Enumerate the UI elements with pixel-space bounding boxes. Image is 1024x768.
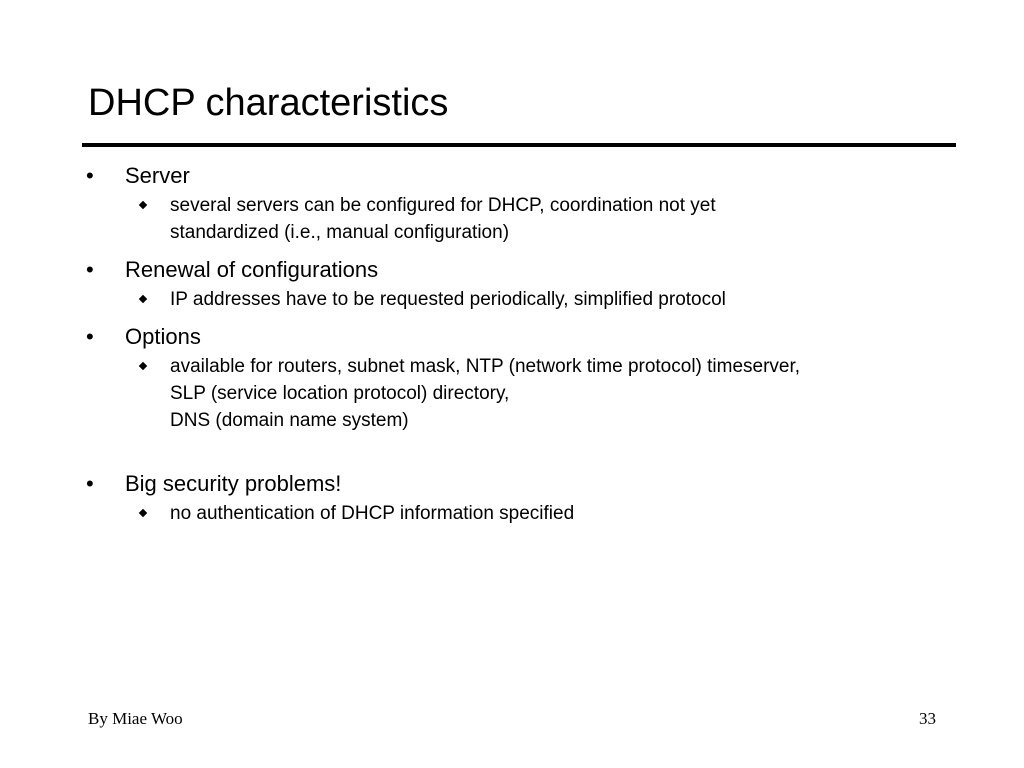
sub-bullet-line: no authentication of DHCP information specified: [170, 503, 575, 524]
bullet-dot-icon: •: [86, 257, 94, 282]
bullet-text: Options: [125, 324, 201, 349]
bullet-item: [0, 468, 1024, 500]
bullet-item: [0, 254, 1024, 286]
bullet-item: [0, 321, 1024, 353]
title-underline: [82, 143, 956, 147]
page-number: 33: [919, 709, 936, 728]
diamond-bullet-icon: [139, 362, 147, 370]
bullet-text: Server: [125, 163, 190, 188]
slide-title: DHCP characteristics: [88, 82, 449, 124]
bullet-dot-icon: •: [86, 163, 94, 188]
bullet-dot-icon: •: [86, 324, 94, 349]
bullet-dot-icon: •: [86, 471, 94, 496]
sub-bullet-item: [170, 286, 1024, 313]
sub-bullet-line: IP addresses have to be requested periodically, simplified protocol: [170, 289, 726, 310]
sub-bullet-line: available for routers, subnet mask, NTP (network time protocol) timeserver,: [170, 356, 801, 377]
diamond-bullet-icon: [139, 509, 147, 517]
sub-bullet-line: several servers can be configured for DHCP, coordination not yet: [170, 195, 716, 216]
bullet-item: [0, 160, 1024, 192]
footer-author: By Miae Woo: [88, 709, 183, 728]
spacer: [0, 442, 1024, 468]
sub-bullet-line: standardized (i.e., manual configuration): [170, 222, 510, 243]
diamond-bullet-icon: [139, 295, 147, 303]
bullet-text: Big security problems!: [125, 471, 342, 496]
diamond-bullet-icon: [139, 201, 147, 209]
sub-bullet-item: [170, 192, 1024, 246]
sub-bullet-line: DNS (domain name system): [170, 410, 409, 431]
sub-bullet-item: [170, 500, 1024, 527]
sub-bullet-item: [170, 353, 1024, 434]
sub-bullet-line: SLP (service location protocol) directory,: [170, 383, 510, 404]
bullet-list: [0, 160, 1024, 535]
bullet-text: Renewal of configurations: [125, 257, 379, 282]
